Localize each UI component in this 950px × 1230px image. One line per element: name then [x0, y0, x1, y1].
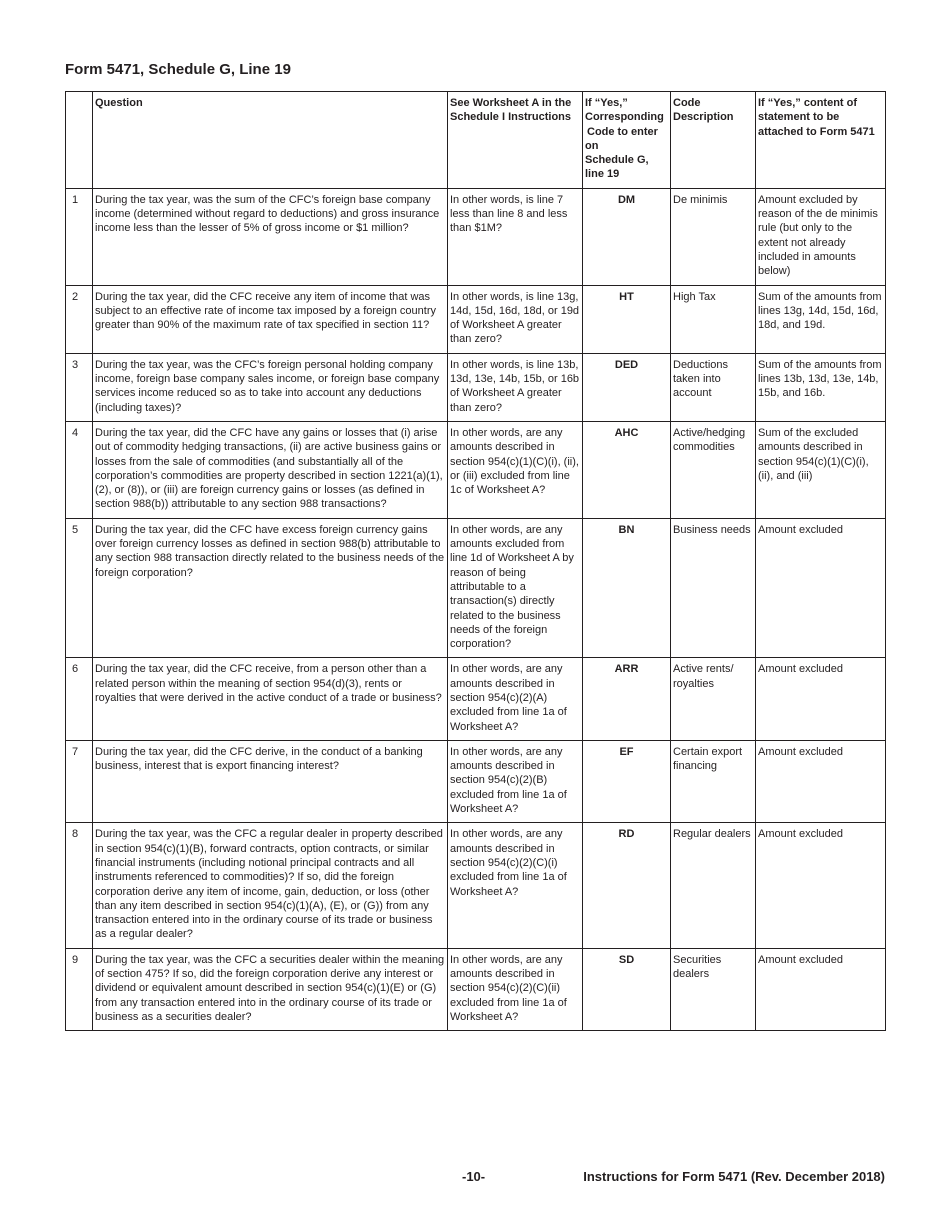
row-statement: Amount excluded [756, 658, 886, 740]
page-number: -10- [462, 1169, 486, 1184]
row-statement: Amount excluded [756, 518, 886, 658]
row-worksheet: In other words, are any amounts described in section 954(c)(2)(A) excluded from line 1a of Worksheet A? [448, 658, 583, 740]
row-number: 3 [66, 353, 93, 421]
row-worksheet: In other words, is line 13b, 13d, 13e, 14b, 15b, or 16b of Worksheet A greater than zero? [448, 353, 583, 421]
header-code-line: on [585, 139, 599, 152]
row-worksheet: In other words, is line 7 less than line 8 and less than $1M? [448, 188, 583, 285]
header-code-line: line 19 [585, 168, 620, 181]
row-number: 7 [66, 740, 93, 822]
table-row [66, 823, 886, 948]
row-worksheet: In other words, are any amounts described in section 954(c)(2)(B) excluded from line 1a of Worksheet A? [448, 740, 583, 822]
row-statement: Amount excluded by reason of the de minimis rule (but only to the extent not already included in amounts below) [756, 188, 886, 285]
table-row [66, 948, 886, 1030]
row-statement: Amount excluded [756, 823, 886, 948]
row-statement: Amount excluded [756, 948, 886, 1030]
table-header-row [66, 92, 886, 189]
row-description: Active rents/ royalties [671, 658, 756, 740]
row-number: 8 [66, 823, 93, 948]
row-code: ARR [583, 658, 671, 740]
table-row [66, 285, 886, 353]
row-statement: Amount excluded [756, 740, 886, 822]
table-row [66, 353, 886, 421]
table-row [66, 518, 886, 658]
table-row [66, 740, 886, 822]
header-code [583, 92, 671, 189]
row-code: DED [583, 353, 671, 421]
row-worksheet: In other words, are any amounts excluded from line 1d of Worksheet A by reason of being attributable to a transaction(s) directly related to the business needs of the foreign corporation? [448, 518, 583, 658]
table-row [66, 188, 886, 285]
table-row [66, 421, 886, 518]
row-number: 6 [66, 658, 93, 740]
header-code-line: Code to enter [587, 125, 658, 138]
table-row [66, 658, 886, 740]
row-worksheet: In other words, are any amounts described in section 954(c)(2)(C)(ii) excluded from line 1a of Worksheet A? [448, 948, 583, 1030]
row-question: During the tax year, was the sum of the CFC’s foreign base company income (determined without regard to deductions) and gross insurance income less than the lesser of 5% of gross income or $1 million? [93, 188, 448, 285]
row-description: High Tax [671, 285, 756, 353]
row-number: 1 [66, 188, 93, 285]
row-worksheet: In other words, are any amounts described in section 954(c)(2)(C)(i) excluded from line 1a of Worksheet A? [448, 823, 583, 948]
row-statement: Sum of the amounts from lines 13g, 14d, 15d, 16d, 18d, and 19d. [756, 285, 886, 353]
row-description: Certain export financing [671, 740, 756, 822]
row-code: HT [583, 285, 671, 353]
row-description: Securities dealers [671, 948, 756, 1030]
row-code: SD [583, 948, 671, 1030]
row-code: DM [583, 188, 671, 285]
header-question: Question [93, 92, 448, 189]
row-description: Regular dealers [671, 823, 756, 948]
row-description: Business needs [671, 518, 756, 658]
row-number: 4 [66, 421, 93, 518]
header-num [66, 92, 93, 189]
header-statement: If “Yes,” content of statement to be attached to Form 5471 [756, 92, 886, 189]
row-question: During the tax year, was the CFC’s foreign personal holding company income, foreign base company sales income, or foreign base company services income reduced so as to take into account any deductions (including taxes)? [93, 353, 448, 421]
row-question: During the tax year, did the CFC derive, in the conduct of a banking business, interest that is export financing interest? [93, 740, 448, 822]
schedule-g-line19-table [65, 91, 886, 1031]
row-question: During the tax year, did the CFC have excess foreign currency gains over foreign currency losses as defined in section 988(b) attributable to any section 988 transaction directly related to the business needs of the foreign corporation? [93, 518, 448, 658]
row-question: During the tax year, was the CFC a securities dealer within the meaning of section 475? If so, did the foreign corporation derive any interest or dividend or equivalent amount described in section 954(c)(1)(E) or (G) from any transaction entered into in the ordinary course of its trade or business as a securities dealer? [93, 948, 448, 1030]
header-description: Code Description [671, 92, 756, 189]
header-worksheet: See Worksheet A in the Schedule I Instructions [448, 92, 583, 189]
row-code: RD [583, 823, 671, 948]
header-code-line: If “Yes,” [585, 97, 628, 109]
row-statement: Sum of the excluded amounts described in section 954(c)(1)(C)(i), (ii), and (iii) [756, 421, 886, 518]
row-description: Deductions taken into account [671, 353, 756, 421]
row-question: During the tax year, did the CFC have any gains or losses that (i) arise out of commodity hedging transactions, (ii) are active business gains or losses from the sale of commodities (and substantially all of the corporation’s commodities are property described in section 1221(a)(1), (2), or (8)), or (iii) are foreign currency gains or losses (as defined in section 988(b)) attributable to any section 988 transactions? [93, 421, 448, 518]
row-code: AHC [583, 421, 671, 518]
row-worksheet: In other words, is line 13g, 14d, 15d, 16d, 18d, or 19d of Worksheet A greater than zero? [448, 285, 583, 353]
row-statement: Sum of the amounts from lines 13b, 13d, 13e, 14b, 15b, and 16b. [756, 353, 886, 421]
row-code: EF [583, 740, 671, 822]
row-code: BN [583, 518, 671, 658]
row-number: 9 [66, 948, 93, 1030]
page-title: Form 5471, Schedule G, Line 19 [65, 61, 291, 78]
row-number: 2 [66, 285, 93, 353]
row-number: 5 [66, 518, 93, 658]
header-code-line: Corresponding [585, 111, 664, 124]
row-question: During the tax year, did the CFC receive any item of income that was subject to an effective rate of income tax imposed by a foreign country greater than 90% of the maximum rate of tax specified in section 11? [93, 285, 448, 353]
row-question: During the tax year, was the CFC a regular dealer in property described in section 954(c)(1)(B), forward contracts, option contracts, or similar financial instruments (including notional principal contracts and all instruments referenced to commodities)? If so, did the foreign corporation derive any item of income, gain, deduction, or loss (other than any item described in section 954(c)(1)(A), (E), or (G)) from any transaction entered into in the ordinary course of its trade or business as a regular dealer? [93, 823, 448, 948]
form-reference: Instructions for Form 5471 (Rev. December 2018) [583, 1169, 885, 1184]
row-description: Active/hedging commodities [671, 421, 756, 518]
row-worksheet: In other words, are any amounts described in section 954(c)(1)(C)(i), (ii), or (iii) excluded from line 1c of Worksheet A? [448, 421, 583, 518]
header-code-line: Schedule G, [585, 154, 649, 167]
row-question: During the tax year, did the CFC receive, from a person other than a related person within the meaning of section 954(d)(3), rents or royalties that were derived in the active conduct of a trade or business? [93, 658, 448, 740]
row-description: De minimis [671, 188, 756, 285]
